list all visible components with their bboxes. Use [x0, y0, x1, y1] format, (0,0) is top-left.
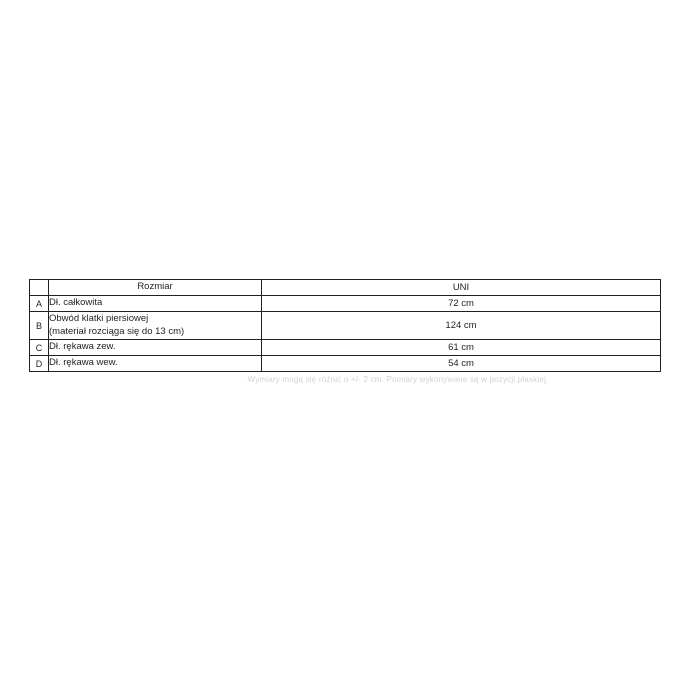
row-label-b-line1: Obwód klatki piersiowej [49, 312, 149, 324]
measurement-footnote: Wymiary mogą się różnić o +/- 2 cm. Pomiary wykonywane są w pozycji płaskiej. [247, 375, 549, 384]
row-label-c-line1: Dł. rękawa zew. [49, 341, 116, 353]
row-label-a [49, 296, 262, 312]
table-row [30, 340, 661, 356]
size-chart [29, 279, 661, 372]
row-value-a: 72 cm [262, 296, 661, 312]
row-letter-c: C [30, 340, 49, 356]
row-value-b: 124 cm [262, 312, 661, 340]
row-label-a-line1: Dł. całkowita [49, 297, 103, 309]
header-cell-label: Rozmiar [49, 280, 262, 296]
row-label-c [49, 340, 262, 356]
row-letter-d: D [30, 356, 49, 372]
row-label-b [49, 312, 262, 340]
row-value-c: 61 cm [262, 340, 661, 356]
header-cell-size: UNI [262, 280, 661, 296]
row-letter-a: A [30, 296, 49, 312]
header-cell-letter [30, 280, 49, 296]
row-value-d: 54 cm [262, 356, 661, 372]
row-label-d-line1: Dł. rękawa wew. [49, 357, 118, 369]
row-letter-b: B [30, 312, 49, 340]
row-label-d [49, 356, 262, 372]
table-row [30, 296, 661, 312]
row-label-b-line2: (materiał rozciąga się do 13 cm) [49, 325, 185, 337]
table-row [30, 312, 661, 340]
size-table [29, 279, 661, 372]
table-header-row [30, 280, 661, 296]
table-row [30, 356, 661, 372]
